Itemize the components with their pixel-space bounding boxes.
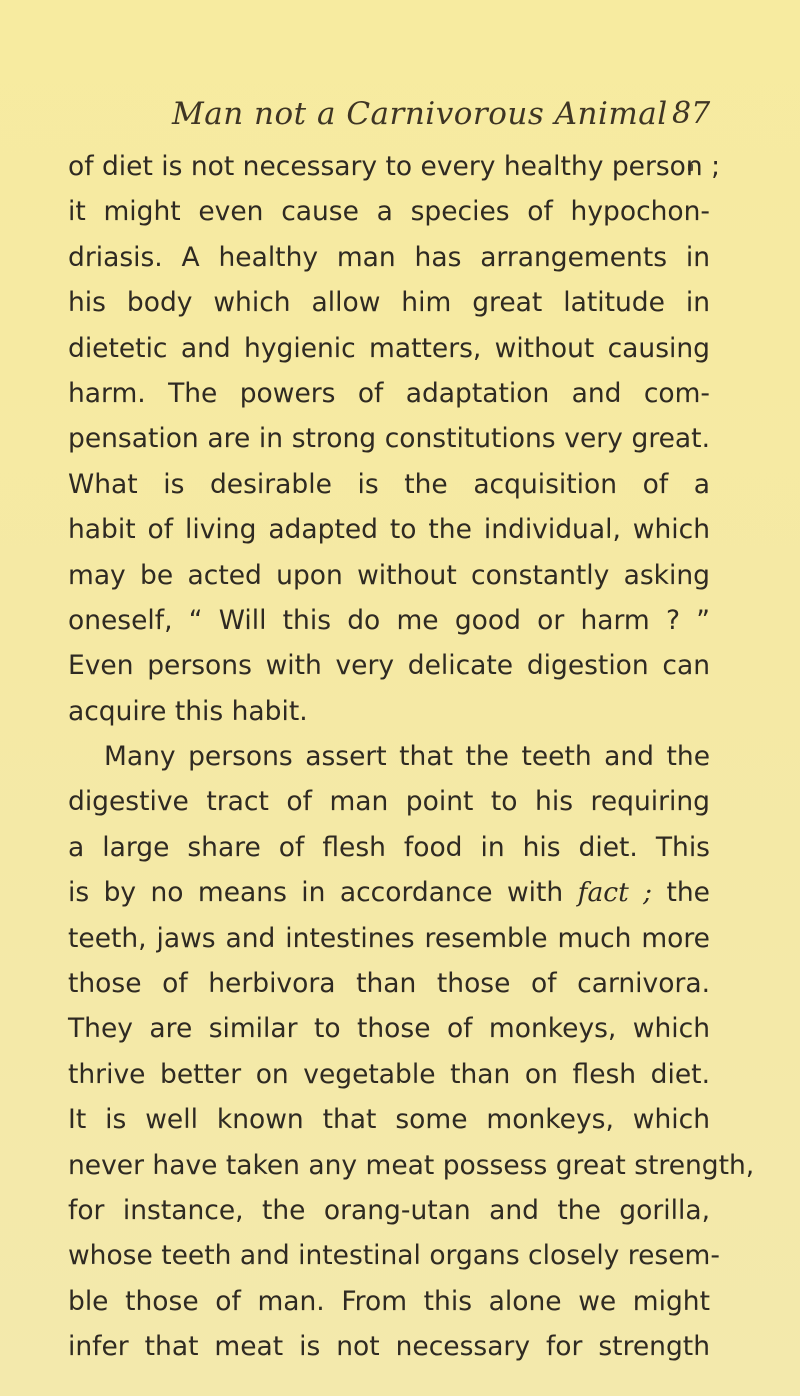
- text-line: driasis. A healthy man has arrangements in: [68, 241, 710, 273]
- page-number: 87: [672, 96, 711, 131]
- body-text: [68, 144, 755, 1370]
- text-line: It is well known that some monkeys, which: [68, 1104, 710, 1136]
- text-line: ble those of man. From this alone we might: [68, 1285, 710, 1317]
- text-line: dietetic and hygienic matters, without causing: [68, 332, 710, 364]
- text-line: for instance, the orang-utan and the gorilla,: [68, 1194, 710, 1226]
- text-line: may be acted upon without constantly asking: [68, 559, 710, 591]
- text-line: whose teeth and intestinal organs closely resem-: [68, 1240, 720, 1272]
- text-line: it might even cause a species of hypochon-: [68, 196, 710, 228]
- text-segment: the: [652, 877, 710, 909]
- text-line: What is desirable is the acquisition of a: [68, 468, 710, 500]
- page-header: [0, 96, 800, 146]
- paragraph-first-line: Many persons assert that the teeth and the: [104, 741, 710, 773]
- text-line: those of herbivora than those of carnivora.: [68, 968, 710, 1000]
- text-line: habit of living adapted to the individual, which: [68, 514, 710, 546]
- text-line: digestive tract of man point to his requiring: [68, 786, 710, 818]
- text-line: Even persons with very delicate digestion can: [68, 650, 710, 682]
- text-segment: is by no means in accordance with: [68, 877, 578, 909]
- text-line: harm. The powers of adaptation and com-: [68, 377, 710, 409]
- text-line: infer that meat is not necessary for strength: [68, 1331, 710, 1363]
- text-line: of diet is not necessary to every healthy person ;: [68, 151, 721, 182]
- running-title: Man not a Carnivorous Animal: [172, 96, 668, 132]
- text-line: acquire this habit.: [68, 695, 308, 727]
- text-line: pensation are in strong constitutions very great.: [68, 423, 710, 455]
- text-line: teeth, jaws and intestines resemble much more: [68, 922, 710, 954]
- text-line: They are similar to those of monkeys, which: [68, 1013, 710, 1045]
- text-line: thrive better on vegetable than on flesh diet.: [68, 1058, 710, 1090]
- italic-emphasis: fact ;: [577, 877, 653, 909]
- text-line: his body which allow him great latitude in: [68, 287, 710, 319]
- text-line: [68, 870, 710, 915]
- text-line: a large share of flesh food in his diet. This: [68, 831, 710, 863]
- text-line: oneself, “ Will this do me good or harm ? ”: [68, 604, 710, 636]
- text-line: never have taken any meat possess great strength,: [68, 1149, 755, 1181]
